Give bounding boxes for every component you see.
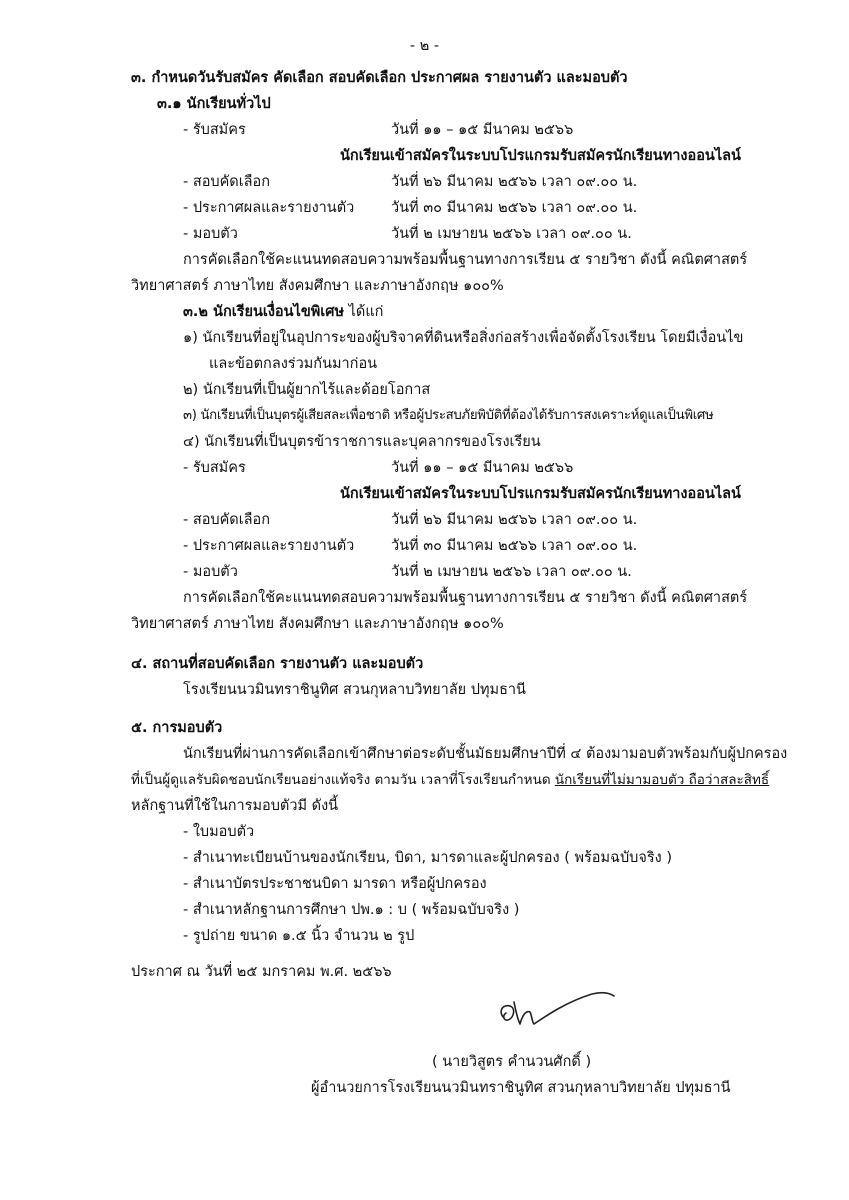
schedule-item: - มอบตัว (183, 226, 238, 242)
section-3-heading: ๓. กำหนดวันรับสมัคร คัดเลือก สอบคัดเลือก ประกาศผล รายงานตัว และมอบตัว (131, 70, 628, 86)
schedule-date: วันที่ ๑๑ – ๑๕ มีนาคม ๒๕๖๖ (391, 460, 574, 476)
schedule-date: วันที่ ๒๖ มีนาคม ๒๕๖๖ เวลา ๐๙.๐๐ น. (391, 512, 638, 528)
schedule-item: - รับสมัคร (183, 460, 246, 476)
announcement-date: ประกาศ ณ วันที่ ๒๕ มกราคม พ.ศ. ๒๕๖๖ (131, 964, 392, 980)
signatory-name: ( นายวิสูตร คำนวนศักดิ์ ) (432, 1054, 592, 1070)
section-3-2-suffix: ได้แก่ (348, 304, 384, 320)
section-5-heading: ๕. การมอบตัว (131, 720, 223, 736)
condition-item: ๓) นักเรียนที่เป็นบุตรผู้เสียสละเพื่อชาติ หรือผู้ประสบภัยพิบัติที่ต้องได้รับการสงเคราะห์ดูแลเป็นพิเศษ (183, 408, 714, 423)
online-note: นักเรียนเข้าสมัครในระบบโปรแกรมรับสมัครนักเรียนทางออนไลน์ (340, 148, 741, 164)
document-item: - สำเนาบัตรประชาชนบิดา มารดา หรือผู้ปกครอง (183, 876, 487, 892)
section-5-paragraph: นักเรียนที่ผ่านการคัดเลือกเข้าศึกษาต่อระดับชั้นมัธยมศึกษาปีที่ ๔ ต้องมามอบตัวพร้อมกับผู้ปกครอง (183, 746, 788, 762)
schedule-date: วันที่ ๓๐ มีนาคม ๒๕๖๖ เวลา ๐๙.๐๐ น. (391, 538, 638, 554)
schedule-item: - สอบคัดเลือก (183, 174, 271, 190)
section-3-2-title: ๓.๒ นักเรียนเงื่อนไขพิเศษ (183, 304, 345, 320)
schedule-item: - มอบตัว (183, 564, 238, 580)
schedule-date: วันที่ ๑๑ – ๑๕ มีนาคม ๒๕๖๖ (391, 122, 574, 138)
condition-item: ๑) นักเรียนที่อยู่ในอุปการะของผู้บริจาคที่ดินหรือสิ่งก่อสร้างเพื่อจัดตั้งโรงเรียน โดยมีเงื่อนไข (183, 330, 744, 346)
document-item: - สำเนาหลักฐานการศึกษา ปพ.๑ : บ ( พร้อมฉบับจริง ) (183, 902, 520, 918)
schedule-date: วันที่ ๒๖ มีนาคม ๒๕๖๖ เวลา ๐๙.๐๐ น. (391, 174, 638, 190)
schedule-date: วันที่ ๓๐ มีนาคม ๒๕๖๖ เวลา ๐๙.๐๐ น. (391, 200, 638, 216)
condition-item: ๒) นักเรียนที่เป็นผู้ยากไร้และด้อยโอกาส (183, 382, 431, 398)
online-note: นักเรียนเข้าสมัครในระบบโปรแกรมรับสมัครนักเรียนทางออนไลน์ (340, 486, 741, 502)
schedule-item: - รับสมัคร (183, 122, 246, 138)
condition-item: ๔) นักเรียนที่เป็นบุตรข้าราชการและบุคลากรของโรงเรียน (183, 434, 541, 450)
condition-item: และข้อตกลงร่วมกันมาก่อน (209, 356, 378, 372)
criteria-line: การคัดเลือกใช้คะแนนทดสอบความพร้อมพื้นฐานทางการเรียน ๕ รายวิชา ดังนี้ คณิตศาสตร์ (183, 590, 748, 606)
section-3-2-heading (183, 302, 383, 322)
forfeit-notice: นักเรียนที่ไม่มามอบตัว ถือว่าสละสิทธิ์ (554, 772, 770, 788)
schedule-item: - ประกาศผลและรายงานตัว (183, 538, 355, 554)
schedule-item: - สอบคัดเลือก (183, 512, 271, 528)
document-item: - รูปถ่าย ขนาด ๑.๕ นิ้ว จำนวน ๒ รูป (183, 928, 415, 944)
section-3-1-heading: ๓.๑ นักเรียนทั่วไป (157, 96, 271, 112)
section-5-text: ที่เป็นผู้ดูแลรับผิดชอบนักเรียนอย่างแท้จริง ตามวัน เวลาที่โรงเรียนกำหนด (131, 772, 551, 788)
section-4-body: โรงเรียนนวมินทราชินูทิศ สวนกุหลาบวิทยาลัย ปทุมธานี (183, 682, 526, 698)
criteria-line: วิทยาศาสตร์ ภาษาไทย สังคมศึกษา และภาษาอังกฤษ ๑๐๐% (131, 616, 504, 632)
section-5-paragraph (131, 770, 769, 790)
signatory-position: ผู้อำนวยการโรงเรียนนวมินทราชินูทิศ สวนกุหลาบวิทยาลัย ปทุมธานี (311, 1080, 731, 1096)
section-4-heading: ๔. สถานที่สอบคัดเลือก รายงานตัว และมอบตัว (131, 656, 424, 672)
section-5-paragraph: หลักฐานที่ใช้ในการมอบตัวมี ดังนี้ (131, 798, 339, 814)
document-item: - สำเนาทะเบียนบ้านของนักเรียน, บิดา, มารดาและผู้ปกครอง ( พร้อมฉบับจริง ) (183, 850, 672, 866)
signature-image (490, 982, 630, 1042)
schedule-date: วันที่ ๒ เมษายน ๒๕๖๖ เวลา ๐๙.๐๐ น. (391, 226, 632, 242)
document-item: - ใบมอบตัว (183, 824, 255, 840)
schedule-item: - ประกาศผลและรายงานตัว (183, 200, 355, 216)
page-number: - ๒ - (409, 38, 440, 54)
schedule-date: วันที่ ๒ เมษายน ๒๕๖๖ เวลา ๐๙.๐๐ น. (391, 564, 632, 580)
criteria-line: การคัดเลือกใช้คะแนนทดสอบความพร้อมพื้นฐานทางการเรียน ๕ รายวิชา ดังนี้ คณิตศาสตร์ (183, 252, 748, 268)
criteria-line: วิทยาศาสตร์ ภาษาไทย สังคมศึกษา และภาษาอังกฤษ ๑๐๐% (131, 278, 504, 294)
